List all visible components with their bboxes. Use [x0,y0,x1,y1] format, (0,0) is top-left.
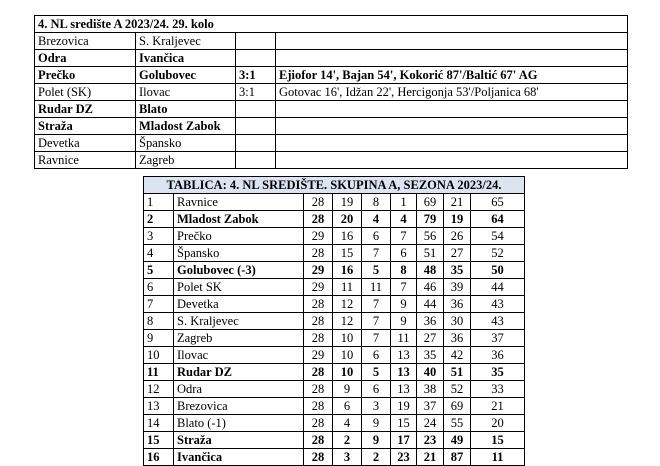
standings-row [144,279,525,296]
standings-goals-against: 27 [444,245,471,262]
standings-goals-against: 35 [444,262,471,279]
standings-goals-for: 38 [417,381,444,398]
standings-team: Mladost Zabok [174,211,304,228]
standings-position: 12 [144,381,174,398]
standings-position: 4 [144,245,174,262]
standings-team: Brezovica [174,398,304,415]
standings-row [144,398,525,415]
round-results-table [34,15,628,169]
standings-losses: 13 [391,347,417,364]
standings-played: 29 [304,262,333,279]
standings-draws: 9 [362,415,391,432]
standings-points: 54 [471,228,525,245]
standings-row [144,347,525,364]
standings-played: 28 [304,245,333,262]
standings-goals-for: 48 [417,262,444,279]
standings-title: TABLICA: 4. NL SREDIŠTE. SKUPINA A, SEZONA 2023/24. [144,177,525,194]
league-standings-table [143,176,525,466]
standings-draws: 6 [362,228,391,245]
standings-points: 64 [471,211,525,228]
standings-wins: 12 [333,296,362,313]
match-scorers [276,152,628,169]
standings-goals-for: 37 [417,398,444,415]
standings-points: 65 [471,194,525,211]
standings-goals-against: 36 [444,296,471,313]
standings-played: 28 [304,415,333,432]
standings-team: Špansko [174,245,304,262]
standings-goals-for: 27 [417,330,444,347]
standings-played: 28 [304,211,333,228]
standings-points: 44 [471,279,525,296]
match-away-team: Golubovec [136,67,236,84]
standings-losses: 13 [391,364,417,381]
standings-position: 8 [144,313,174,330]
standings-team: Ilovac [174,347,304,364]
standings-played: 28 [304,296,333,313]
standings-played: 28 [304,398,333,415]
standings-draws: 2 [362,449,391,466]
standings-team: Odra [174,381,304,398]
standings-draws: 8 [362,194,391,211]
standings-goals-for: 24 [417,415,444,432]
standings-losses: 9 [391,296,417,313]
standings-wins: 6 [333,398,362,415]
match-row [35,118,628,135]
standings-goals-against: 55 [444,415,471,432]
match-away-team: Ilovac [136,84,236,101]
standings-losses: 8 [391,262,417,279]
match-home-team: Straža [35,118,136,135]
standings-wins: 20 [333,211,362,228]
standings-row [144,313,525,330]
match-home-team: Polet (SK) [35,84,136,101]
standings-position: 13 [144,398,174,415]
match-scorers: Gotovac 16', Idžan 22', Hercigonja 53'/Poljanica 68' [276,84,628,101]
standings-played: 29 [304,279,333,296]
match-home-team: Ravnice [35,152,136,169]
standings-played: 29 [304,347,333,364]
standings-played: 28 [304,364,333,381]
standings-team: Ivančica [174,449,304,466]
standings-team: Zagreb [174,330,304,347]
round-results-title: 4. NL središte A 2023/24. 29. kolo [35,16,628,33]
standings-goals-against: 52 [444,381,471,398]
standings-points: 50 [471,262,525,279]
standings-goals-for: 79 [417,211,444,228]
standings-played: 28 [304,313,333,330]
standings-position: 11 [144,364,174,381]
standings-points: 43 [471,313,525,330]
match-scorers [276,101,628,118]
standings-row [144,381,525,398]
standings-row [144,194,525,211]
standings-points: 52 [471,245,525,262]
standings-draws: 7 [362,296,391,313]
standings-wins: 19 [333,194,362,211]
standings-played: 28 [304,432,333,449]
standings-team: Rudar DZ [174,364,304,381]
standings-losses: 7 [391,228,417,245]
standings-row [144,449,525,466]
standings-position: 6 [144,279,174,296]
standings-wins: 9 [333,381,362,398]
standings-position: 10 [144,347,174,364]
standings-row [144,364,525,381]
match-row [35,33,628,50]
standings-wins: 15 [333,245,362,262]
standings-losses: 23 [391,449,417,466]
match-row [35,135,628,152]
standings-played: 28 [304,330,333,347]
standings-draws: 11 [362,279,391,296]
standings-wins: 16 [333,262,362,279]
standings-row [144,245,525,262]
standings-draws: 9 [362,432,391,449]
standings-position: 14 [144,415,174,432]
match-home-team: Prečko [35,67,136,84]
standings-position: 7 [144,296,174,313]
standings-goals-against: 21 [444,194,471,211]
standings-draws: 5 [362,262,391,279]
standings-played: 28 [304,449,333,466]
standings-draws: 7 [362,245,391,262]
standings-draws: 7 [362,330,391,347]
standings-position: 15 [144,432,174,449]
match-score [236,101,276,118]
match-score [236,118,276,135]
standings-losses: 9 [391,313,417,330]
match-score [236,50,276,67]
standings-position: 9 [144,330,174,347]
standings-losses: 4 [391,211,417,228]
match-score: 3:1 [236,84,276,101]
standings-position: 3 [144,228,174,245]
standings-goals-against: 26 [444,228,471,245]
standings-row [144,330,525,347]
standings-position: 5 [144,262,174,279]
standings-draws: 4 [362,211,391,228]
standings-team: Polet SK [174,279,304,296]
standings-goals-against: 39 [444,279,471,296]
match-score [236,135,276,152]
standings-team: Prečko [174,228,304,245]
standings-goals-against: 42 [444,347,471,364]
standings-points: 37 [471,330,525,347]
standings-goals-for: 69 [417,194,444,211]
match-away-team: Blato [136,101,236,118]
standings-losses: 11 [391,330,417,347]
standings-wins: 4 [333,415,362,432]
standings-goals-against: 19 [444,211,471,228]
standings-goals-against: 69 [444,398,471,415]
standings-row [144,296,525,313]
standings-goals-for: 44 [417,296,444,313]
standings-wins: 11 [333,279,362,296]
match-home-team: Devetka [35,135,136,152]
standings-team: Devetka [174,296,304,313]
match-home-team: Rudar DZ [35,101,136,118]
standings-played: 29 [304,228,333,245]
standings-row [144,262,525,279]
standings-goals-against: 30 [444,313,471,330]
standings-losses: 15 [391,415,417,432]
match-away-team: Zagreb [136,152,236,169]
match-scorers [276,50,628,67]
standings-wins: 10 [333,330,362,347]
standings-goals-against: 51 [444,364,471,381]
standings-draws: 6 [362,381,391,398]
standings-goals-for: 36 [417,313,444,330]
standings-row [144,211,525,228]
standings-losses: 7 [391,279,417,296]
standings-losses: 13 [391,381,417,398]
standings-draws: 3 [362,398,391,415]
standings-draws: 7 [362,313,391,330]
standings-goals-for: 23 [417,432,444,449]
standings-position: 2 [144,211,174,228]
match-scorers [276,135,628,152]
standings-goals-for: 21 [417,449,444,466]
standings-wins: 12 [333,313,362,330]
standings-goals-against: 49 [444,432,471,449]
standings-played: 28 [304,381,333,398]
standings-goals-against: 87 [444,449,471,466]
match-away-team: Ivančica [136,50,236,67]
standings-played: 28 [304,194,333,211]
standings-goals-for: 40 [417,364,444,381]
standings-team: S. Kraljevec [174,313,304,330]
standings-wins: 10 [333,364,362,381]
standings-goals-for: 56 [417,228,444,245]
standings-points: 11 [471,449,525,466]
standings-team: Ravnice [174,194,304,211]
standings-points: 36 [471,347,525,364]
standings-wins: 10 [333,347,362,364]
match-away-team: Mladost Zabok [136,118,236,135]
match-scorers [276,118,628,135]
standings-goals-for: 35 [417,347,444,364]
match-score [236,33,276,50]
match-home-team: Odra [35,50,136,67]
standings-wins: 3 [333,449,362,466]
match-away-team: S. Kraljevec [136,33,236,50]
standings-points: 33 [471,381,525,398]
standings-draws: 5 [362,364,391,381]
match-row [35,101,628,118]
match-scorers [276,33,628,50]
match-row [35,67,628,84]
standings-position: 1 [144,194,174,211]
match-away-team: Špansko [136,135,236,152]
standings-goals-for: 46 [417,279,444,296]
standings-team: Golubovec (-3) [174,262,304,279]
standings-team: Blato (-1) [174,415,304,432]
standings-losses: 17 [391,432,417,449]
standings-row [144,432,525,449]
match-score [236,152,276,169]
match-home-team: Brezovica [35,33,136,50]
standings-points: 43 [471,296,525,313]
match-score: 3:1 [236,67,276,84]
standings-losses: 6 [391,245,417,262]
standings-position: 16 [144,449,174,466]
match-row [35,152,628,169]
standings-row [144,228,525,245]
standings-goals-for: 51 [417,245,444,262]
standings-wins: 2 [333,432,362,449]
standings-draws: 6 [362,347,391,364]
standings-team: Straža [174,432,304,449]
standings-wins: 16 [333,228,362,245]
match-row [35,84,628,101]
match-scorers: Ejiofor 14', Bajan 54', Kokorić 87'/Baltić 67' AG [276,67,628,84]
standings-row [144,415,525,432]
standings-goals-against: 36 [444,330,471,347]
standings-losses: 1 [391,194,417,211]
standings-points: 21 [471,398,525,415]
standings-points: 15 [471,432,525,449]
match-row [35,50,628,67]
standings-points: 35 [471,364,525,381]
standings-points: 20 [471,415,525,432]
standings-losses: 19 [391,398,417,415]
